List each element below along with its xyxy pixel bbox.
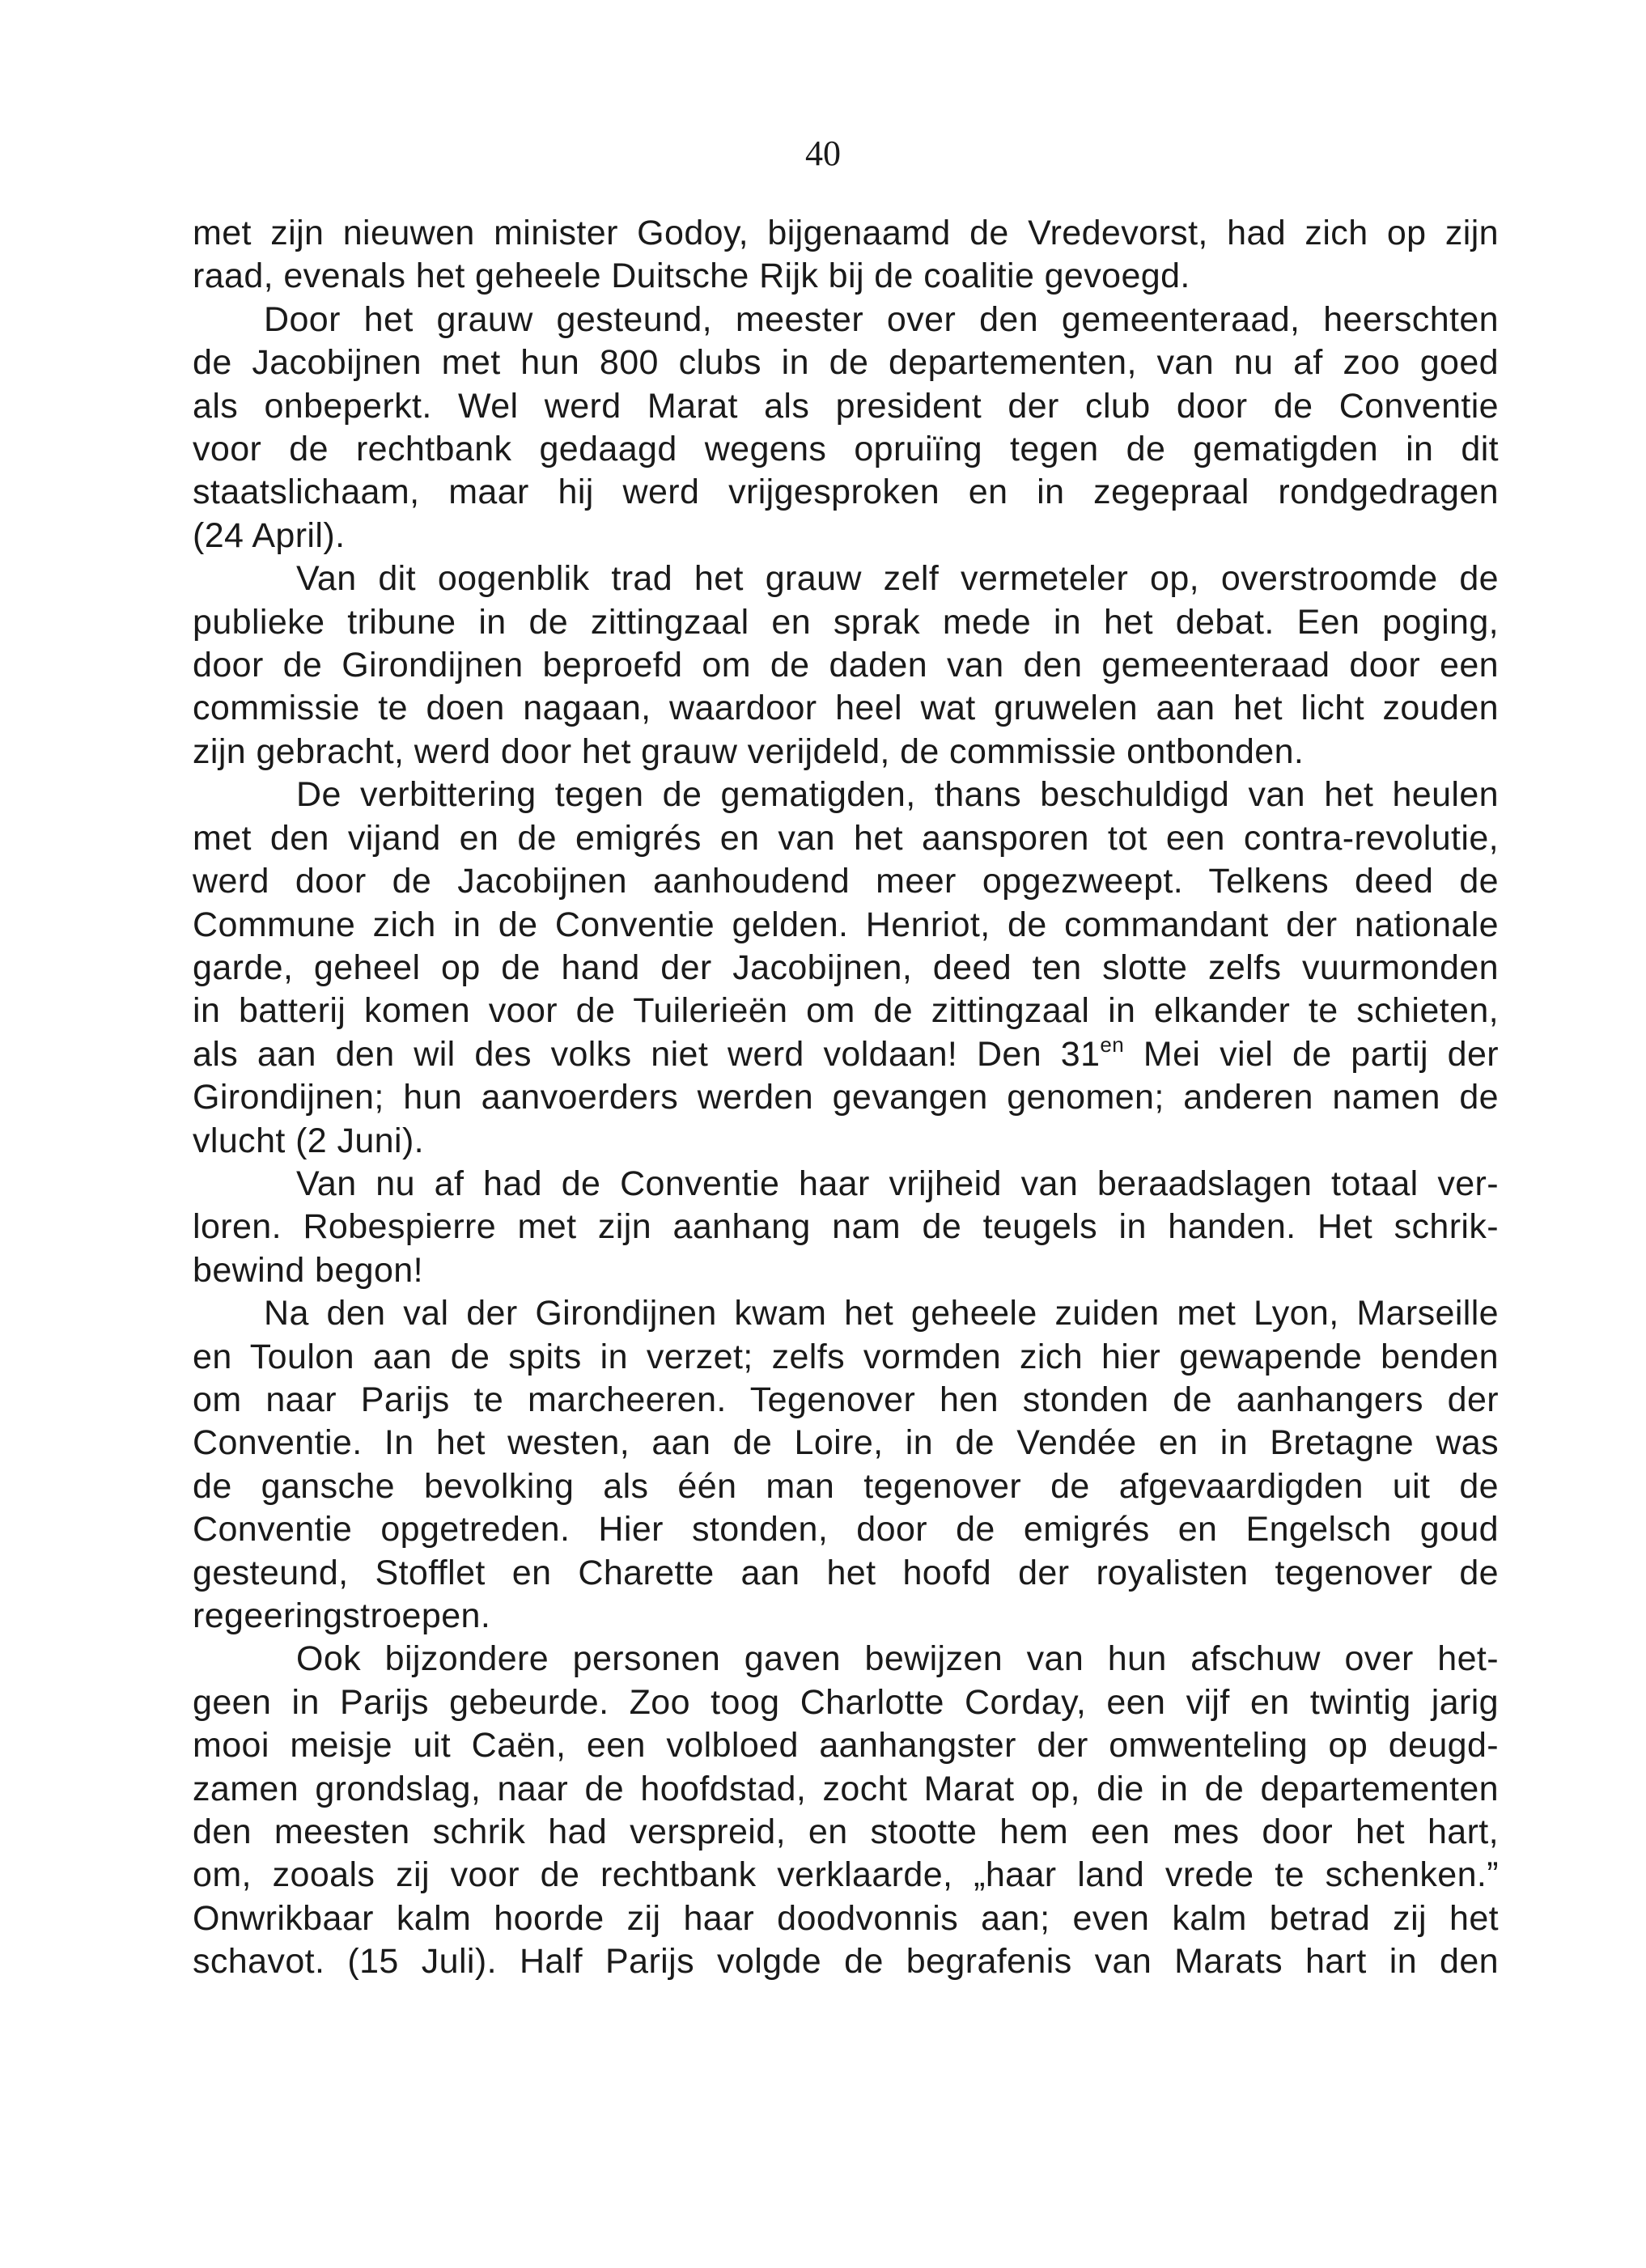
text-line: garde, geheel op de hand der Jacobijnen, deed ten slotte zelfs vuurmonden <box>193 947 1499 987</box>
text-line: geen in Parijs gebeurde. Zoo toog Charlotte Corday, een vijf en twintig jarig <box>193 1682 1499 1722</box>
text-line: den meesten schrik had verspreid, en stootte hem een mes door het hart, <box>193 1812 1499 1852</box>
text-line: raad, evenals het geheele Duitsche Rijk bij de coalitie gevoegd. <box>193 256 1190 296</box>
paragraph <box>193 1292 1499 1638</box>
text-line: Van dit oogenblik trad het grauw zelf vermeteler op, overstroomde de <box>296 559 1499 599</box>
text-line: bewind begon! <box>193 1250 423 1290</box>
text-line: Conventie. In het westen, aan de Loire, in de Vendée en in Bretagne was <box>193 1423 1499 1463</box>
text-line: gesteund, Stofflet en Charette aan het hoofd der royalisten tegenover de <box>193 1553 1499 1592</box>
text-line: de Jacobijnen met hun 800 clubs in de departementen, van nu af zoo goed <box>193 343 1499 383</box>
paragraph <box>193 1638 1499 1983</box>
paragraph <box>193 557 1499 774</box>
text-line: regeeringstroepen. <box>193 1596 491 1635</box>
body-text <box>193 212 1499 1984</box>
text-line: publieke tribune in de zittingzaal en sprak mede in het debat. Een poging, <box>193 602 1499 642</box>
text-line: met zijn nieuwen minister Godoy, bijgenaamd de Vredevorst, had zich op zijn <box>193 214 1499 252</box>
line-segment: Mei viel de partij der <box>1124 1034 1499 1074</box>
text-line: met den vijand en de emigrés en van het aansporen tot een contra-revolutie, <box>193 818 1499 858</box>
text-line: als onbeperkt. Wel werd Marat als president der club door de Conventie <box>193 386 1499 426</box>
text-line: De verbittering tegen de gematigden, thans beschuldigd van het heulen <box>296 775 1499 815</box>
text-line: werd door de Jacobijnen aanhoudend meer opgezweept. Telkens deed de <box>193 862 1499 901</box>
text-line: Door het grauw gesteund, meester over den gemeenteraad, heerschten <box>264 299 1499 339</box>
text-line: Commune zich in de Conventie gelden. Henriot, de commandant der nationale <box>193 905 1499 944</box>
text-line: door de Girondijnen beproefd om de daden van den gemeenteraad door een <box>193 646 1499 685</box>
paragraph <box>193 1163 1499 1292</box>
text-line: Girondijnen; hun aanvoerders werden gevangen genomen; anderen namen de <box>193 1078 1499 1117</box>
text-line: vlucht (2 Juni). <box>193 1121 425 1160</box>
text-line: mooi meisje uit Caën, een volbloed aanhangster der omwenteling op deugd- <box>193 1726 1499 1766</box>
text-line: schavot. (15 Juli). Half Parijs volgde de begrafenis van Marats hart in den <box>193 1942 1499 1982</box>
text-line: zijn gebracht, werd door het grauw verijdeld, de commissie ontbonden. <box>193 731 1304 771</box>
text-line: Na den val der Girondijnen kwam het geheele zuiden met Lyon, Marseille <box>264 1294 1499 1333</box>
text-line: Van nu af had de Conventie haar vrijheid van beraadslagen totaal ver- <box>296 1164 1499 1203</box>
text-line: (24 April). <box>193 515 346 555</box>
text-line: de gansche bevolking als één man tegenover de afgevaardigden uit de <box>193 1466 1499 1506</box>
text-line-with-superscript <box>193 1033 1499 1076</box>
text-line: Conventie opgetreden. Hier stonden, door de emigrés en Engelsch goud <box>193 1510 1499 1549</box>
text-line: staatslichaam, maar hij werd vrijgesproken en in zegepraal rondgedragen <box>193 473 1499 512</box>
text-line: Ook bijzondere personen gaven bewijzen van hun afschuw over het- <box>296 1639 1499 1679</box>
text-line: commissie te doen nagaan, waardoor heel wat gruwelen aan het licht zouden <box>193 689 1499 728</box>
text-line: Onwrikbaar kalm hoorde zij haar doodvonnis aan; even kalm betrad zij het <box>193 1898 1499 1938</box>
paragraph <box>193 299 1499 557</box>
text-line: en Toulon aan de spits in verzet; zelfs vormden zich hier gewapende benden <box>193 1337 1499 1376</box>
text-line: voor de rechtbank gedaagd wegens opruiïng tegen de gematigden in dit <box>193 430 1499 469</box>
text-line: in batterij komen voor de Tuilerieën om de zittingzaal in elkander te schieten, <box>193 991 1499 1031</box>
paragraph <box>193 212 1499 299</box>
text-line: loren. Robespierre met zijn aanhang nam de teugels in handen. Het schrik- <box>193 1207 1499 1247</box>
text-line: om naar Parijs te marcheeren. Tegenover hen stonden de aanhangers der <box>193 1380 1499 1419</box>
line-segment: als aan den wil des volks niet werd voldaan! Den 31 <box>193 1034 1101 1074</box>
paragraph <box>193 774 1499 1163</box>
text-line: om, zooals zij voor de rechtbank verklaarde, „haar land vrede te schenken.” <box>193 1855 1499 1895</box>
page-number: 40 <box>805 134 841 173</box>
text-line: zamen grondslag, naar de hoofdstad, zocht Marat op, die in de departementen <box>193 1769 1499 1808</box>
superscript: en <box>1100 1032 1125 1057</box>
